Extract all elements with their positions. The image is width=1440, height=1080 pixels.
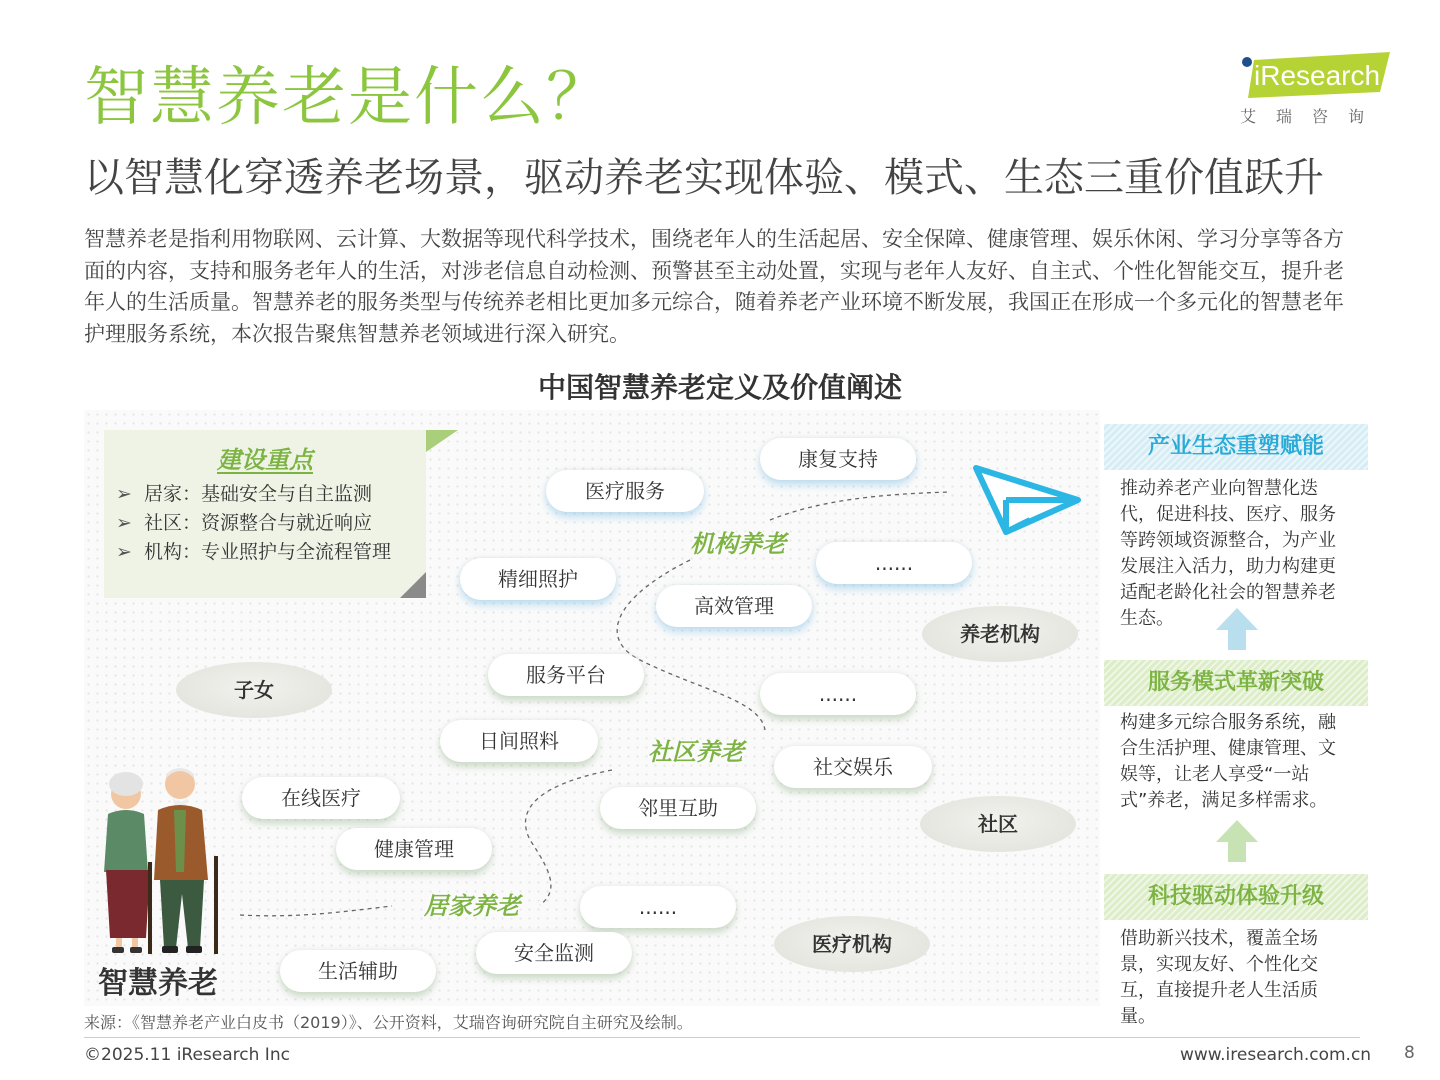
footer-divider xyxy=(84,1037,1360,1038)
pill-institution-more: ...... xyxy=(816,542,972,584)
logo-chinese-name: 艾瑞咨询 xyxy=(1240,107,1385,126)
smart-elderly-care-label: 智慧养老 xyxy=(98,966,218,1001)
focus-item-community: ➢ 社区：资源整合与就近响应 xyxy=(116,509,391,538)
copyright: ©2025.11 iResearch Inc xyxy=(84,1045,290,1065)
elderly-couple-illustration xyxy=(92,762,228,958)
hub-home-care: 居家养老 xyxy=(424,892,520,920)
logo-badge xyxy=(1240,52,1390,100)
pill-life-assistance: 生活辅助 xyxy=(280,950,436,992)
pill-efficient-management: 高效管理 xyxy=(656,585,812,627)
arrow-bullet-icon: ➢ xyxy=(116,483,132,505)
source-note: 来源：《智慧养老产业白皮书（2019）》、公开资料，艾瑞咨询研究院自主研究及绘制。 xyxy=(84,1013,693,1032)
pill-home-more: ...... xyxy=(580,886,736,928)
up-arrow-icon xyxy=(1214,606,1260,652)
page-title: 智慧养老是什么？ xyxy=(84,61,612,135)
construction-focus-title: 建设重点 xyxy=(217,446,313,474)
pill-fine-care: 精细照护 xyxy=(460,558,616,600)
stakeholder-elderly-institution: 养老机构 xyxy=(922,606,1078,662)
value-service-model-title: 服务模式革新突破 xyxy=(1104,660,1368,706)
diagram-title: 中国智慧养老定义及价值阐述 xyxy=(537,371,902,404)
pill-health-management: 健康管理 xyxy=(336,828,492,870)
page-number: 8 xyxy=(1404,1043,1415,1063)
arrow-bullet-icon: ➢ xyxy=(116,541,132,563)
value-tech-experience-title: 科技驱动体验升级 xyxy=(1104,874,1368,920)
pill-service-platform: 服务平台 xyxy=(488,654,644,696)
iresearch-logo xyxy=(1240,52,1390,100)
pill-rehab-support: 康复支持 xyxy=(760,438,916,480)
logo-wordmark: iResearch xyxy=(1254,60,1381,91)
value-service-model-text: 构建多元综合服务系统，融合生活护理、健康管理、文娱等，让老人享受“一站式”养老，满足多样需求。 xyxy=(1120,712,1336,811)
pill-community-more: ...... xyxy=(760,673,916,715)
page-subtitle: 以智慧化穿透养老场景，驱动养老实现体验、模式、生态三重价值跃升 xyxy=(84,155,1324,201)
stakeholder-children: 子女 xyxy=(176,662,332,718)
hub-institutional-care: 机构养老 xyxy=(690,530,786,558)
value-tech-experience-text: 借助新兴技术，覆盖全场景，实现友好、个性化交互，直接提升老人生活质量。 xyxy=(1120,928,1318,1027)
construction-focus-list xyxy=(116,480,391,567)
pill-day-care: 日间照料 xyxy=(440,720,598,762)
arrow-bullet-icon: ➢ xyxy=(116,512,132,534)
value-ecosystem-title: 产业生态重塑赋能 xyxy=(1104,424,1368,470)
focus-corner-fold-bottom xyxy=(400,572,426,598)
focus-corner-fold-top xyxy=(426,430,458,452)
stakeholder-community: 社区 xyxy=(920,796,1076,852)
pill-safety-monitoring: 安全监测 xyxy=(476,932,632,974)
stakeholder-medical-institution: 医疗机构 xyxy=(774,916,930,972)
pill-medical-service: 医疗服务 xyxy=(546,470,704,512)
pill-online-medical: 在线医疗 xyxy=(242,777,400,819)
value-ecosystem-text: 推动养老产业向智慧化迭代，促进科技、医疗、服务等跨领域资源整合，为产业发展注入活力，助力构建更适配老龄化社会的智慧养老生态。 xyxy=(1120,478,1336,629)
pill-neighbor-help: 邻里互助 xyxy=(600,787,756,829)
pill-social-entertainment: 社交娱乐 xyxy=(774,746,932,788)
focus-item-home: ➢ 居家：基础安全与自主监测 xyxy=(116,480,391,509)
focus-item-institution: ➢ 机构：专业照护与全流程管理 xyxy=(116,538,391,567)
hub-community-care: 社区养老 xyxy=(648,738,744,766)
intro-paragraph: 智慧养老是指利用物联网、云计算、大数据等现代科学技术，围绕老年人的生活起居、安全保障、健康管理、娱乐休闲、学习分享等各方面的内容，支持和服务老年人的生活，对涉老信息自动检测、预警甚至主动处置，实现与老年人友好、自主式、个性化智能交互，提升老年人的生活质量。智慧养老的服务类型与传统养老相比更加多元综合，随着养老产业环境不断发展，我国正在形成一个多元化的智慧老年护理服务系统，本次报告聚焦智慧养老领域进行深入研究。 xyxy=(84,227,1344,346)
up-arrow-icon xyxy=(1214,818,1260,864)
website-link[interactable]: www.iresearch.com.cn xyxy=(1180,1045,1372,1065)
